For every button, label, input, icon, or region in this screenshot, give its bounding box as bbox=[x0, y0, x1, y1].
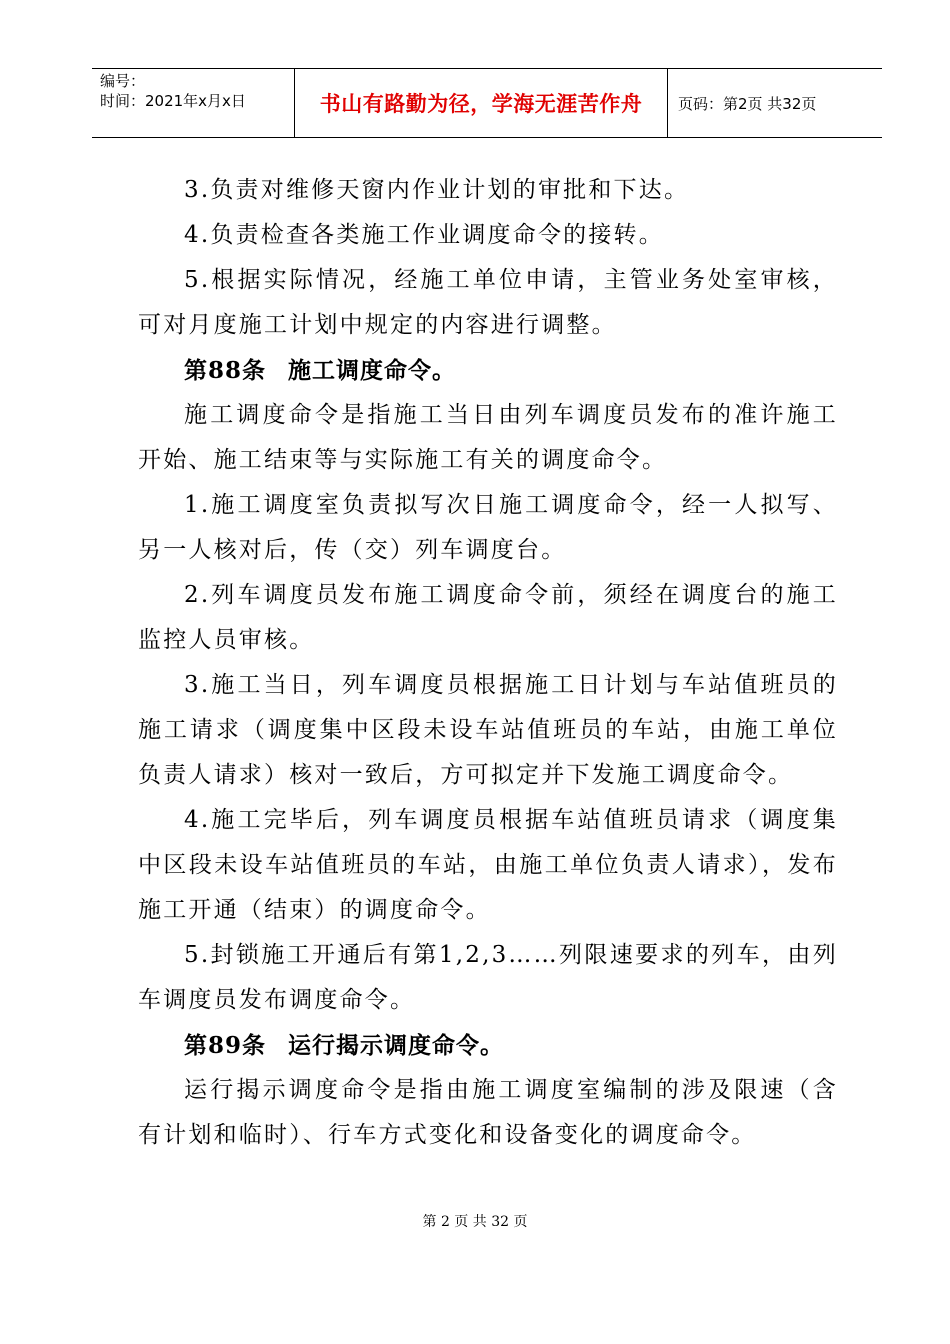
paragraph: 3.负责对维修天窗内作业计划的审批和下达。 bbox=[184, 177, 690, 203]
article-title: 运行揭示调度命令。 bbox=[288, 1032, 505, 1059]
header-meta-cell bbox=[92, 69, 295, 137]
serial-label: 编号： bbox=[100, 72, 146, 90]
header-page-cell bbox=[668, 69, 882, 137]
paragraph: 施工调度命令是指施工当日由列车调度员发布的准许施工开始、施工结束等与实际施工有关的调度命令。 bbox=[138, 402, 838, 473]
motto-text: 书山有路勤为径，学海无涯苦作舟 bbox=[319, 92, 643, 116]
article-heading-89 bbox=[138, 1023, 838, 1068]
paragraph: 1.施工调度室负责拟写次日施工调度命令，经一人拟写、另一人核对后，传（交）列车调度台。 bbox=[138, 492, 838, 563]
paragraph: 5.封锁施工开通后有第1,2,3……列限速要求的列车，由列车调度员发布调度命令。 bbox=[138, 942, 838, 1013]
article-number: 第89条 bbox=[184, 1032, 267, 1059]
article-title: 施工调度命令。 bbox=[288, 357, 457, 384]
header-motto-cell bbox=[295, 69, 668, 137]
paragraph: 3.施工当日，列车调度员根据施工日计划与车站值班员的施工请求（调度集中区段未设车站值班员的车站，由施工单位负责人请求）核对一致后，方可拟定并下发施工调度命令。 bbox=[138, 672, 838, 788]
header-page-info: 页码：第2页 共32页 bbox=[678, 94, 817, 113]
time-label: 时间：2021年x月x日 bbox=[100, 92, 246, 110]
document-header bbox=[92, 68, 882, 138]
article-heading-88 bbox=[138, 348, 838, 393]
paragraph: 2.列车调度员发布施工调度命令前，须经在调度台的施工监控人员审核。 bbox=[138, 582, 838, 653]
article-number: 第88条 bbox=[184, 357, 267, 384]
paragraph: 4.负责检查各类施工作业调度命令的接转。 bbox=[184, 222, 664, 248]
page-footer: 第 2 页 共 32 页 bbox=[422, 1214, 528, 1230]
paragraph: 4.施工完毕后，列车调度员根据车站值班员请求（调度集中区段未设车站值班员的车站，由施工单位负责人请求），发布施工开通（结束）的调度命令。 bbox=[138, 807, 838, 923]
paragraph: 5.根据实际情况，经施工单位申请，主管业务处室审核，可对月度施工计划中规定的内容进行调整。 bbox=[138, 267, 838, 338]
document-body bbox=[138, 168, 838, 1158]
paragraph: 运行揭示调度命令是指由施工调度室编制的涉及限速（含有计划和临时）、行车方式变化和设备变化的调度命令。 bbox=[138, 1077, 838, 1148]
